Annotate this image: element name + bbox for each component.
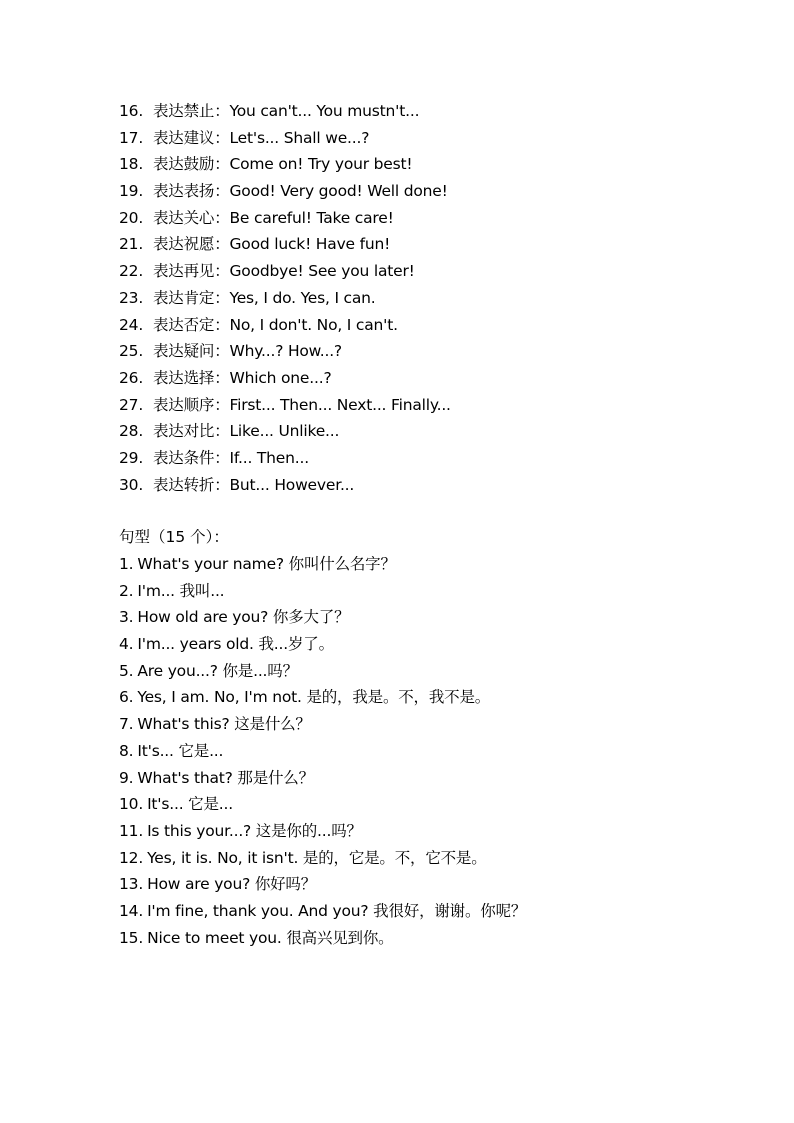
expression-item <box>119 445 739 472</box>
pattern-item <box>119 578 739 605</box>
item-number: 18. <box>119 155 144 174</box>
item-text: 表达鼓励：Come on! Try your best! <box>153 155 413 174</box>
item-number: 15. <box>119 928 144 947</box>
expression-item <box>119 312 739 339</box>
item-text: 表达肯定：Yes, I do. Yes, I can. <box>153 288 376 307</box>
item-number: 25. <box>119 342 144 361</box>
expression-item <box>119 365 739 392</box>
pattern-item <box>119 738 739 765</box>
item-number: 11. <box>119 821 144 840</box>
item-number: 10. <box>119 795 144 814</box>
item-text: 表达建议：Let's... Shall we...? <box>153 128 370 147</box>
pattern-item <box>119 845 739 872</box>
expression-item <box>119 98 739 125</box>
item-text: 表达顺序：First... Then... Next... Finally... <box>153 395 451 414</box>
item-number: 3. <box>119 608 134 627</box>
item-text: 表达否定：No, I don't. No, I can't. <box>153 315 398 334</box>
item-text: 表达条件：If... Then... <box>153 448 309 467</box>
patterns-heading: 句型（15 个）： <box>119 528 229 546</box>
item-number: 17. <box>119 128 144 147</box>
item-text: 表达禁止：You can't... You mustn't... <box>153 102 420 120</box>
item-number: 22. <box>119 262 144 281</box>
pattern-item <box>119 551 739 578</box>
item-text: How old are you? 你多大了？ <box>137 608 350 627</box>
pattern-item <box>119 658 739 685</box>
item-number: 20. <box>119 208 144 227</box>
item-number: 23. <box>119 288 144 307</box>
item-number: 4. <box>119 635 134 654</box>
item-number: 6. <box>119 688 134 707</box>
item-text: I'm... years old. 我...岁了。 <box>137 635 334 654</box>
item-number: 2. <box>119 581 134 600</box>
pattern-item <box>119 711 739 738</box>
item-number: 5. <box>119 661 134 680</box>
expression-item <box>119 151 739 178</box>
pattern-item <box>119 871 739 898</box>
expression-item <box>119 258 739 285</box>
expression-item <box>119 285 739 312</box>
item-text: I'm... 我叫... <box>137 581 225 600</box>
item-text: 表达选择：Which one...? <box>153 368 332 387</box>
item-number: 29. <box>119 448 144 467</box>
item-number: 16. <box>119 102 144 120</box>
item-number: 7. <box>119 715 134 734</box>
item-text: It's... 它是... <box>137 741 224 760</box>
item-number: 27. <box>119 395 144 414</box>
item-number: 1. <box>119 555 134 573</box>
item-number: 12. <box>119 848 144 867</box>
item-number: 9. <box>119 768 134 787</box>
item-text: 表达再见：Goodbye! See you later! <box>153 262 415 281</box>
item-number: 21. <box>119 235 144 254</box>
pattern-list <box>119 551 739 951</box>
expression-item <box>119 205 739 232</box>
item-number: 30. <box>119 475 144 494</box>
item-text: 表达疑问：Why...? How...? <box>153 342 342 361</box>
item-text: Is this your...? 这是你的...吗？ <box>147 821 362 840</box>
item-number: 19. <box>119 182 144 201</box>
item-number: 28. <box>119 422 144 441</box>
item-text: 表达祝愿：Good luck! Have fun! <box>153 235 391 254</box>
item-text: What's this? 这是什么？ <box>137 715 311 734</box>
pattern-item <box>119 765 739 792</box>
expression-item <box>119 472 739 499</box>
pattern-item <box>119 791 739 818</box>
item-number: 26. <box>119 368 144 387</box>
expression-item <box>119 338 739 365</box>
pattern-item <box>119 604 739 631</box>
item-text: 表达表扬：Good! Very good! Well done! <box>153 182 448 201</box>
item-text: Yes, it is. No, it isn't. 是的，它是。不，它不是。 <box>147 848 487 867</box>
expression-item <box>119 125 739 152</box>
item-number: 8. <box>119 741 134 760</box>
item-text: 表达对比：Like... Unlike... <box>153 422 340 441</box>
item-text: Are you...? 你是...吗？ <box>137 661 298 680</box>
expression-item <box>119 392 739 419</box>
item-text: 表达转折：But... However... <box>153 475 355 494</box>
pattern-item <box>119 631 739 658</box>
item-text: What's that? 那是什么？ <box>137 768 314 787</box>
item-number: 14. <box>119 901 144 920</box>
expression-item <box>119 231 739 258</box>
pattern-item <box>119 684 739 711</box>
item-number: 13. <box>119 875 144 894</box>
expression-list <box>119 98 739 498</box>
item-text: I'm fine, thank you. And you? 我很好，谢谢。你呢？ <box>147 901 527 920</box>
item-text: 表达关心：Be careful! Take care! <box>153 208 394 227</box>
item-text: Nice to meet you. 很高兴见到你。 <box>147 928 394 947</box>
item-number: 24. <box>119 315 144 334</box>
item-text: It's... 它是... <box>147 795 233 814</box>
pattern-item <box>119 898 739 925</box>
expression-item <box>119 178 739 205</box>
item-text: What's your name? 你叫什么名字？ <box>137 555 396 573</box>
expression-item <box>119 418 739 445</box>
item-text: Yes, I am. No, I'm not. 是的，我是。不，我不是。 <box>137 688 491 707</box>
item-text: How are you? 你好吗？ <box>147 875 317 894</box>
pattern-item <box>119 818 739 845</box>
pattern-item <box>119 925 739 952</box>
